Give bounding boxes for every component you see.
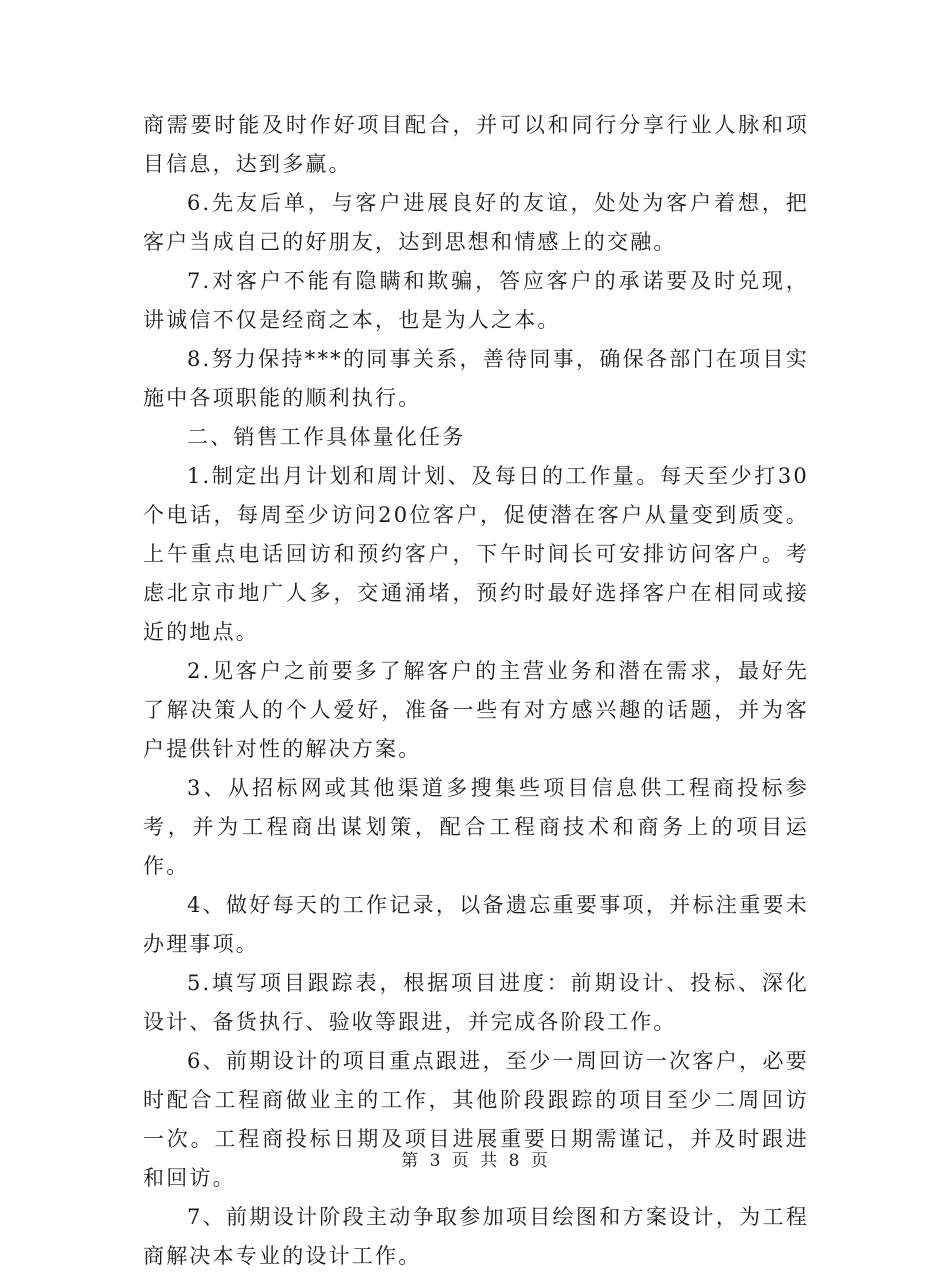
paragraph-item-6: 6.先友后单，与客户进展良好的友谊，处处为客户着想，把客户当成自己的好朋友，达到思想和情感上的交融。 xyxy=(143,191,809,254)
paragraph-continued: 商需要时能及时作好项目配合，并可以和同行分享行业人脉和项目信息，达到多赢。 xyxy=(143,113,809,176)
document-body xyxy=(143,106,809,1276)
paragraph-task-6: 6、前期设计的项目重点跟进，至少一周回访一次客户，必要时配合工程商做业主的工作，其他阶段跟踪的项目至少二周回访一次。工程商投标日期及项目进展重要日期需谨记，并及时跟进和回访。 xyxy=(143,1049,809,1190)
paragraph-task-4: 4、做好每天的工作记录，以备遗忘重要事项，并标注重要未办理事项。 xyxy=(143,893,809,956)
paragraph-task-2: 2.见客户之前要多了解客户的主营业务和潜在需求，最好先了解决策人的个人爱好，准备一些有对方感兴趣的话题，并为客户提供针对性的解决方案。 xyxy=(143,659,809,761)
section-heading: 二、销售工作具体量化任务 xyxy=(187,425,466,449)
paragraph-item-8: 8.努力保持***的同事关系，善待同事，确保各部门在项目实施中各项职能的顺利执行。 xyxy=(143,347,809,410)
paragraph-task-3: 3、从招标网或其他渠道多搜集些项目信息供工程商投标参考，并为工程商出谋划策，配合工程商技术和商务上的项目运作。 xyxy=(143,776,809,878)
paragraph-task-7: 7、前期设计阶段主动争取参加项目绘图和方案设计，为工程商解决本专业的设计工作。 xyxy=(143,1205,809,1268)
paragraph-task-5: 5.填写项目跟踪表，根据项目进度：前期设计、投标、深化设计、备货执行、验收等跟进，并完成各阶段工作。 xyxy=(143,971,809,1034)
paragraph-task-1: 1.制定出月计划和周计划、及每日的工作量。每天至少打30个电话，每周至少访问20位客户，促使潜在客户从量变到质变。上午重点电话回访和预约客户，下午时间长可安排访问客户。考虑北京市地广人多，交通涌堵，预约时最好选择客户在相同或接近的地点。 xyxy=(143,464,809,644)
paragraph-item-7: 7.对客户不能有隐瞒和欺骗，答应客户的承诺要及时兑现，讲诚信不仅是经商之本，也是为人之本。 xyxy=(143,269,809,332)
page-number-footer: 第 3 页 共 8 页 xyxy=(401,1151,549,1171)
